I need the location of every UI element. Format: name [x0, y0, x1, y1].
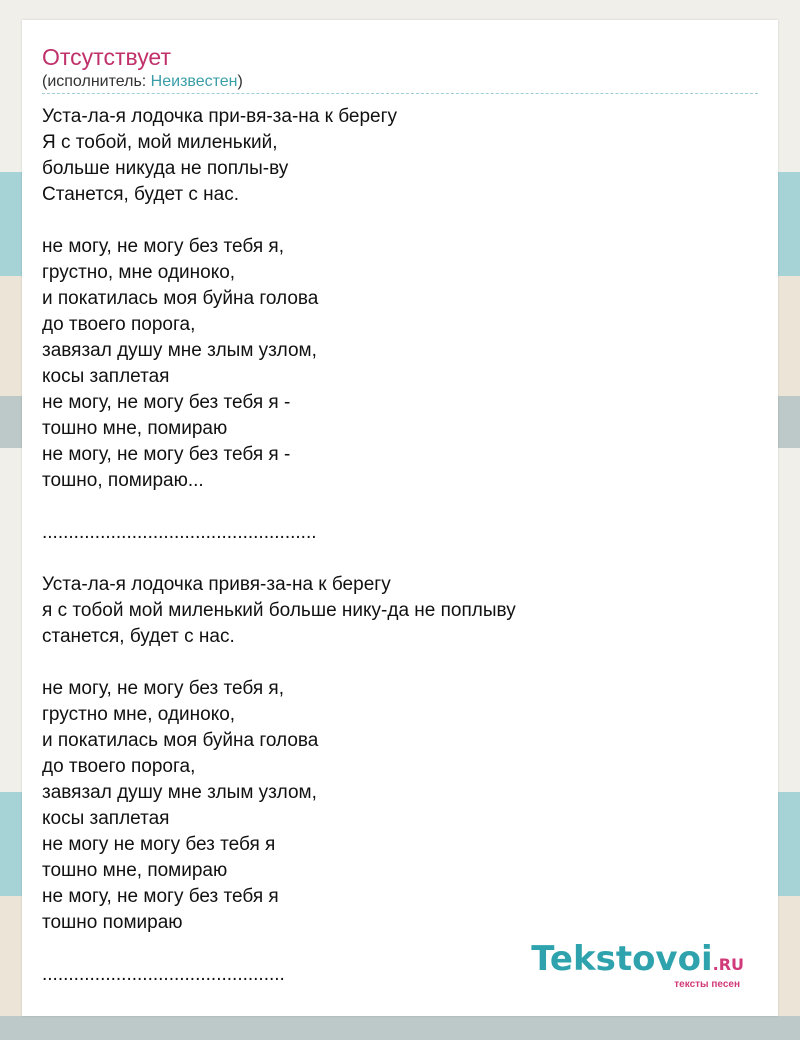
lyric-line: ....................................................: [42, 522, 317, 543]
lyric-line: больше никуда не поплы-ву: [42, 158, 289, 179]
lyrics-card: [22, 20, 778, 1016]
lyric-line: не могу не могу без тебя я: [42, 834, 276, 855]
lyric-line: грустно мне, одиноко,: [42, 704, 236, 725]
lyric-line: [42, 546, 758, 572]
lyric-line: не могу, не могу без тебя я: [42, 886, 279, 907]
logo-tld: .RU: [712, 955, 744, 974]
logo-tagline: тексты песен: [674, 979, 740, 990]
lyric-line: Уста-ла-я лодочка при-вя-за-на к берегу: [42, 106, 398, 127]
artist-prefix: (исполнитель:: [42, 73, 151, 90]
title-divider: [42, 93, 758, 94]
artist-suffix: ): [237, 73, 243, 90]
lyric-line: Станется, будет с нас.: [42, 184, 239, 205]
lyric-line: Я с тобой, мой миленький,: [42, 132, 278, 153]
lyric-line: тошно помираю: [42, 912, 183, 933]
lyric-line: тошно мне, помираю: [42, 418, 228, 439]
lyric-line: [42, 494, 758, 520]
lyric-line: не могу, не могу без тебя я,: [42, 236, 284, 257]
lyric-line: тошно, помираю...: [42, 470, 204, 491]
lyric-line: завязал душу мне злым узлом,: [42, 782, 317, 803]
lyric-line: станется, будет с нас.: [42, 626, 235, 647]
lyrics-text: [42, 104, 758, 988]
artist-line: [42, 72, 243, 92]
lyric-line: я с тобой мой миленький больше нику-да не поплыву: [42, 600, 516, 621]
lyric-line: и покатилась моя буйна голова: [42, 730, 319, 751]
lyric-line: ..............................................: [42, 964, 285, 985]
site-logo[interactable]: [531, 941, 744, 990]
lyric-line: завязал душу мне злым узлом,: [42, 340, 317, 361]
lyric-line: косы заплетая: [42, 808, 170, 829]
lyric-line: не могу, не могу без тебя я -: [42, 444, 291, 465]
lyric-line: тошно мне, помираю: [42, 860, 228, 881]
lyric-line: до твоего порога,: [42, 314, 196, 335]
artist-link[interactable]: Неизвестен: [150, 73, 238, 90]
lyric-line: до твоего порога,: [42, 756, 196, 777]
song-title: Отсутствует: [42, 44, 171, 70]
logo-wordmark: [531, 941, 744, 983]
lyric-line: и покатилась моя буйна голова: [42, 288, 319, 309]
lyric-line: не могу, не могу без тебя я,: [42, 678, 284, 699]
lyric-line: [42, 208, 758, 234]
lyric-line: Уста-ла-я лодочка привя-за-на к берегу: [42, 574, 391, 595]
lyric-line: [42, 650, 758, 676]
logo-name: Tekstovoi: [531, 939, 713, 979]
lyric-line: не могу, не могу без тебя я -: [42, 392, 291, 413]
lyric-line: косы заплетая: [42, 366, 170, 387]
lyric-line: грустно, мне одиноко,: [42, 262, 236, 283]
